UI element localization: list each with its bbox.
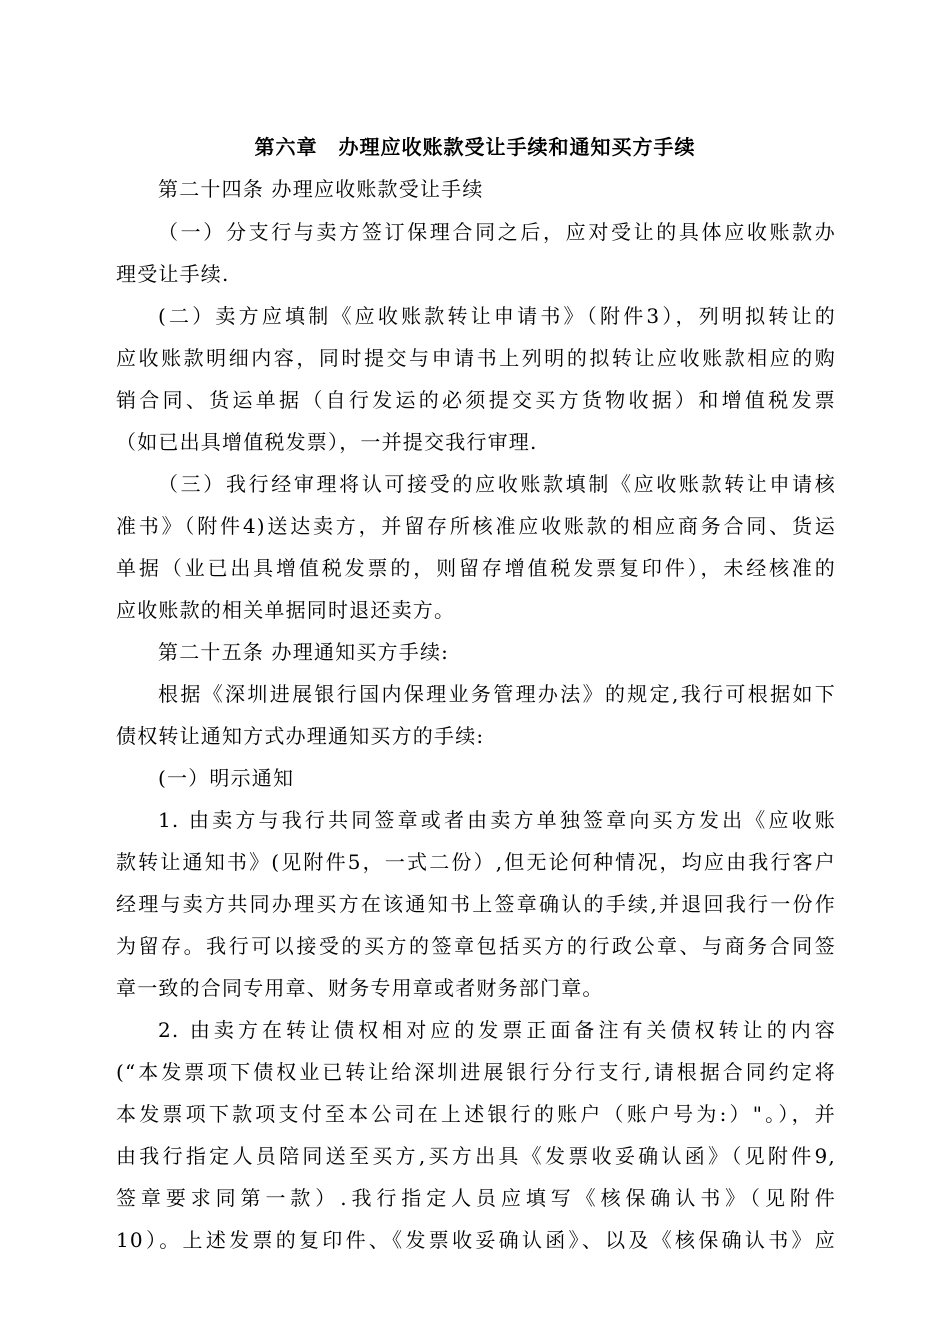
article-24-heading: 第二十四条 办理应收账款受让手续 — [158, 177, 484, 201]
paragraph-line: （三）我行经审理将认可接受的应收账款填制《应收账款转让申请核 — [158, 472, 836, 496]
paragraph-line: 款转让通知书》(见附件5，一式二份）,但无论何种情况，均应由我行客户 — [116, 850, 836, 874]
article-25-heading: 第二十五条 办理通知买方手续: — [158, 640, 450, 664]
paragraph-line: 1. 由卖方与我行共同签章或者由卖方单独签章向买方发出《应收账 — [158, 808, 836, 832]
paragraph-line: 债权转让通知方式办理通知买方的手续: — [116, 724, 485, 748]
paragraph-line: 签章要求同第一款）.我行指定人员应填写《核保确认书》（见附件 — [116, 1186, 836, 1210]
paragraph-line: 销合同、货运单据（自行发运的必须提交买方货物收据）和增值税发票 — [116, 388, 836, 412]
paragraph-line: 单据（业已出具增值税发票的，则留存增值税发票复印件），未经核准的 — [116, 556, 836, 580]
paragraph-line: 理受让手续. — [116, 262, 230, 286]
paragraph-line: 10）。上述发票的复印件、《发票收妥确认函》、以及《核保确认书》应 — [116, 1228, 836, 1252]
paragraph-line: 应收账款的相关单据同时退还卖方。 — [116, 598, 456, 622]
paragraph-line: 准书》（附件4)送达卖方，并留存所核准应收账款的相应商务合同、货运 — [116, 514, 836, 538]
paragraph-line: 为留存。我行可以接受的买方的签章包括买方的行政公章、与商务合同签 — [116, 934, 836, 958]
paragraph-line: 根据《深圳进展银行国内保理业务管理办法》的规定,我行可根据如下 — [158, 682, 836, 706]
paragraph-line: 2. 由卖方在转让债权相对应的发票正面备注有关债权转让的内容 — [158, 1018, 836, 1042]
paragraph-line: (“本发票项下债权业已转让给深圳进展银行分行支行,请根据合同约定将 — [116, 1060, 836, 1084]
paragraph-line: (二）卖方应填制《应收账款转让申请书》（附件3），列明拟转让的 — [158, 304, 836, 328]
paragraph-line: 章一致的合同专用章、财务专用章或者财务部门章。 — [116, 976, 604, 1000]
paragraph-line: 经理与卖方共同办理买方在该通知书上签章确认的手续,并退回我行一份作 — [116, 892, 836, 916]
paragraph-line: 应收账款明细内容，同时提交与申请书上列明的拟转让应收账款相应的购 — [116, 346, 836, 370]
paragraph-line: （如已出具增值税发票），一并提交我行审理. — [116, 430, 538, 454]
section-heading: (一）明示通知 — [158, 766, 295, 790]
paragraph-line: （一）分支行与卖方签订保理合同之后，应对受让的具体应收账款办 — [158, 220, 836, 244]
paragraph-line: 本发票项下款项支付至本公司在上述银行的账户（账户号为:）"。），并 — [116, 1102, 836, 1126]
chapter-title: 第六章 办理应收账款受让手续和通知买方手续 — [254, 135, 696, 159]
paragraph-line: 由我行指定人员陪同送至买方,买方出具《发票收妥确认函》（见附件9, — [116, 1144, 836, 1168]
